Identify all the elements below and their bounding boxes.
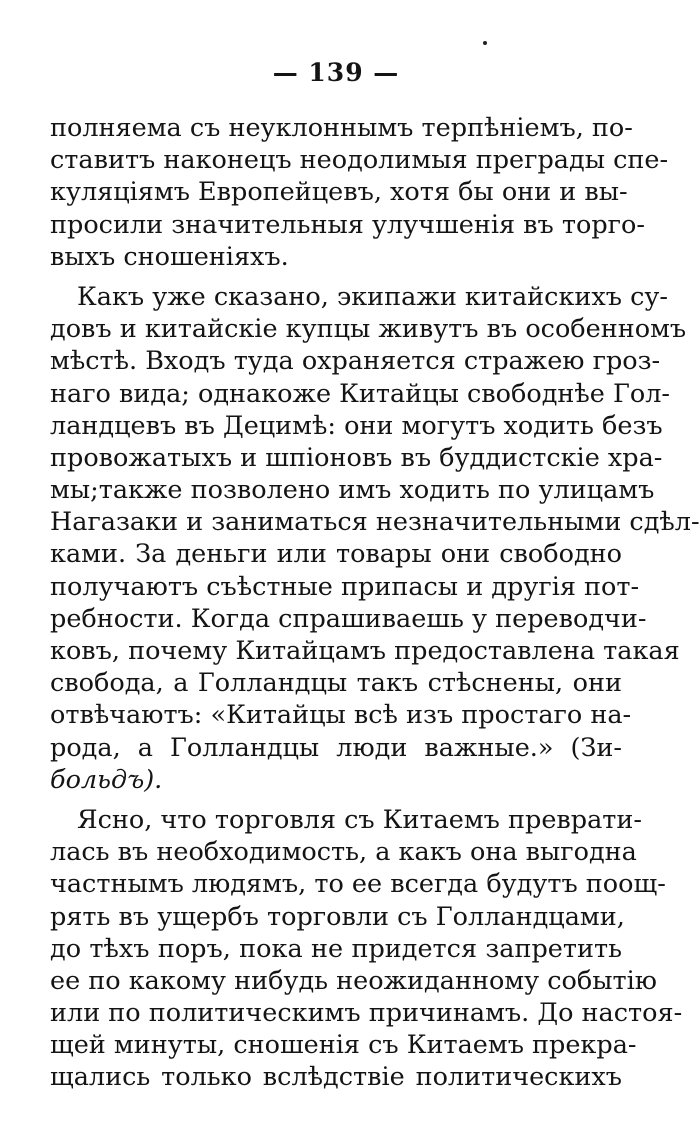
text-line: Какъ уже сказано, экипажи китайскихъ су- [77, 281, 668, 312]
paragraph-gap [50, 796, 622, 804]
text-line: ками. За деньги или товары они свободно [50, 539, 622, 570]
text-line: или по политическимъ причинамъ. До настоя- [50, 998, 683, 1029]
text-line: ландцевъ въ Децимѣ: они могутъ ходить безъ [50, 410, 663, 441]
text-line: наго вида; однакоже Китайцы свободнѣе Гол- [50, 378, 671, 409]
text-line: Ясно, что торговля съ Китаемъ преврати- [77, 804, 643, 835]
text-line: щей минуты, сношенія съ Китаемъ прекра- [50, 1030, 637, 1061]
text-line: провожатыхъ и шпіоновъ въ буддистскіе хра- [50, 442, 663, 473]
text-line: просили значительныя улучшенія въ торго- [50, 209, 645, 240]
text-line: выхъ сношеніяхъ. [50, 241, 289, 272]
text-line: больдъ). [50, 764, 163, 795]
text-line: отвѣчаютъ: «Китайцы всѣ изъ простаго на- [50, 700, 632, 731]
text-line: щались только вслѣдствіе политическихъ [50, 1062, 622, 1093]
text-line: ставитъ наконецъ неодолимыя преграды спе- [50, 145, 669, 176]
text-line: мы;также позволено имъ ходить по улицамъ [50, 475, 655, 506]
text-line: получаютъ съѣстные припасы и другія пот- [50, 571, 640, 602]
text-line: ее по какому нибудь неожиданному событію [50, 965, 657, 996]
text-line: довъ и китайскіе купцы живутъ въ особенномъ [50, 314, 687, 345]
paragraph-1 [50, 112, 669, 273]
text-line: полняема съ неуклоннымъ терпѣніемъ, по- [50, 113, 633, 143]
text-line: до тѣхъ поръ, пока не придется запретить [50, 933, 622, 964]
text-line: мѣстѣ. Входъ туда охраняется стражею гроз- [50, 346, 661, 377]
page-number: — 139 — [272, 58, 400, 87]
text-line: куляціямъ Европейцевъ, хотя бы они и вы- [50, 177, 628, 208]
paragraph-2 [50, 281, 700, 796]
ink-speck [483, 41, 487, 45]
text-line: ковъ, почему Китайцамъ предоставлена такая [50, 636, 680, 666]
text-line: рять въ ущербъ торговли съ Голландцами, [50, 901, 625, 932]
text-line: лась въ необходимость, а какъ она выгодна [50, 837, 637, 868]
paragraph-3 [50, 804, 683, 1094]
text-line: Нагазаки и заниматься незначительными сдѣл- [50, 507, 700, 538]
text-line: частнымъ людямъ, то ее всегда будутъ поощ- [50, 869, 666, 900]
paragraph-gap [50, 273, 622, 281]
text-line: ребности. Когда спрашиваешь у переводчи- [50, 603, 647, 634]
text-line: рода, а Голландцы люди важные.» (Зи- [50, 732, 622, 763]
body-text [50, 112, 700, 1094]
text-line: свобода, а Голландцы такъ стѣснены, они [50, 668, 622, 699]
